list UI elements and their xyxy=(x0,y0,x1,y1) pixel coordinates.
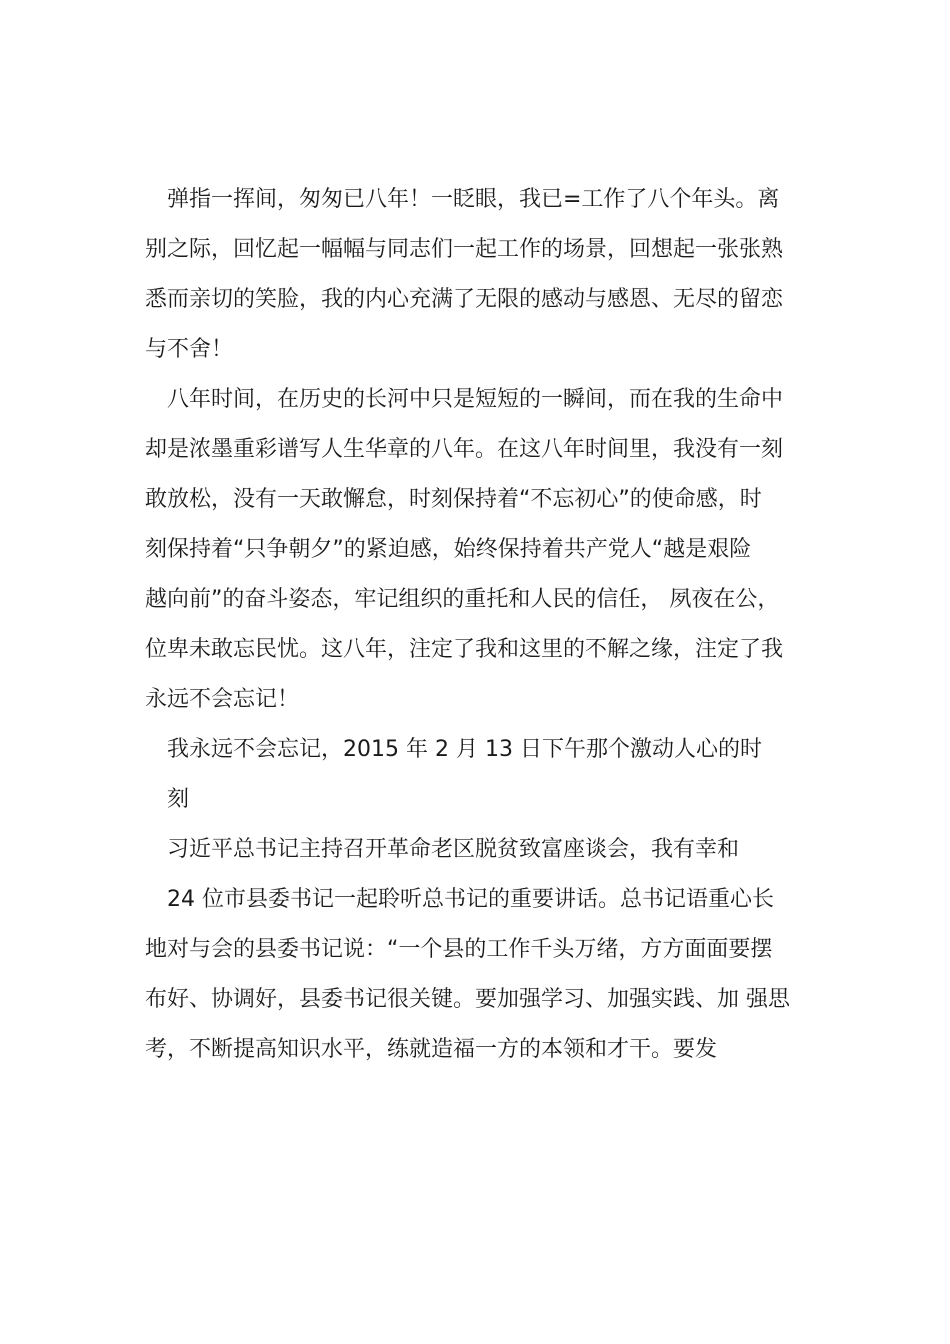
paragraph-4-line-5: 考，不断提高知识水平，练就造福一方的本领和才干。要发 xyxy=(145,1037,718,1062)
paragraph-1-line-1: 弹指一挥间，匆匆已八年！一眨眼，我已=工作了八个年头。离 xyxy=(145,187,780,212)
paragraph-4-line-2: 24 位市县委书记一起聆听总书记的重要讲话。总书记语重心长 xyxy=(145,887,774,912)
paragraph-2-line-1: 八年时间，在历史的长河中只是短短的一瞬间，而在我的生命中 xyxy=(145,387,784,412)
paragraph-4-line-1: 习近平总书记主持召开革命老区脱贫致富座谈会，我有幸和 xyxy=(145,837,740,862)
paragraph-4-line-3: 地对与会的县委书记说：“一个县的工作千头万绪，方方面面要摆 xyxy=(145,937,773,962)
paragraph-1-line-4: 与不舍！ xyxy=(145,337,234,362)
paragraph-2-line-5: 越向前”的奋斗姿态，牢记组织的重托和人民的信任， 夙夜在公， xyxy=(145,587,780,612)
paragraph-1-line-3: 悉而亲切的笑脸，我的内心充满了无限的感动与感恩、无尽的留恋 xyxy=(145,287,784,312)
paragraph-4-line-4: 布好、协调好，县委书记很关键。要加强学习、加强实践、加 强思 xyxy=(145,987,790,1012)
paragraph-3-line-1: 我永远不会忘记，2015 年 2 月 13 日下午那个激动人心的时 xyxy=(145,737,762,762)
paragraph-2-line-4: 刻保持着“只争朝夕”的紧迫感，始终保持着共产党人“越是艰险 xyxy=(145,537,752,562)
paragraph-1-line-2: 别之际，回忆起一幅幅与同志们一起工作的场景，回想起一张张熟 xyxy=(145,237,784,262)
paragraph-2-line-2: 却是浓墨重彩谱写人生华章的八年。在这八年时间里，我没有一刻 xyxy=(145,437,784,462)
paragraph-2-line-6: 位卑未敢忘民忧。这八年，注定了我和这里的不解之缘，注定了我 xyxy=(145,637,784,662)
paragraph-3-line-2: 刻 xyxy=(145,787,190,812)
paragraph-2-line-7: 永远不会忘记！ xyxy=(145,687,300,712)
paragraph-2-line-3: 敢放松，没有一天敢懈怠，时刻保持着“不忘初心”的使命感，时 xyxy=(145,487,762,512)
